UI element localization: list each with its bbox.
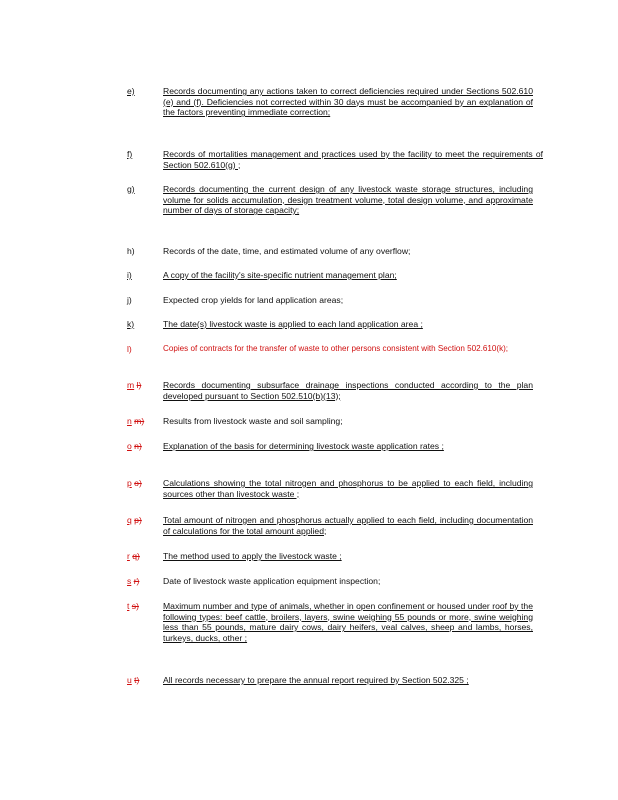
item-text: Explanation of the basis for determining livestock waste application rates ;: [163, 441, 444, 451]
item-label: q p): [127, 515, 142, 525]
item-text: Total amount of nitrogen and phosphorus actually applied to each field, including documentation of calculations for the total amount applied;: [163, 515, 533, 536]
item-label: m l): [127, 380, 142, 390]
item-label: s r): [127, 576, 140, 586]
item-label: r q): [127, 551, 140, 561]
item-text: Records documenting the current design of any livestock waste storage structures, including volume for solids accumulation, design treatment volume, total design volume, and approximate number of days of storage capacity;: [163, 184, 533, 216]
item-text: A copy of the facility's site-specific nutrient management plan;: [163, 270, 397, 280]
item-label: o n): [127, 441, 142, 451]
item-label: p o): [127, 478, 142, 488]
item-text: Copies of contracts for the transfer of waste to other persons consistent with Section 502.610(k);: [163, 344, 509, 353]
item-text: The date(s) livestock waste is applied to each land application area ;: [163, 319, 423, 329]
item-text: Records of mortalities management and practices used by the facility to meet the requirements of Section 502.610(g) ;: [163, 149, 543, 170]
item-text: Records of the date, time, and estimated volume of any overflow;: [163, 246, 411, 256]
item-label: l): [127, 344, 132, 354]
item-text: All records necessary to prepare the annual report required by Section 502.325 ;: [163, 675, 469, 685]
item-label: j): [127, 295, 132, 305]
item-label: i): [127, 270, 132, 280]
item-label: n m): [127, 416, 145, 426]
item-text: Results from livestock waste and soil sampling;: [163, 416, 343, 426]
item-label: h): [127, 246, 135, 256]
item-label: t s): [127, 601, 139, 611]
item-text: Maximum number and type of animals, whether in open confinement or housed under roof by the following types: beef cattle, broilers, layers, swine weighing 55 pounds or more, swine weighing less than 55 pounds, mature dairy cows, dairy heifers, veal calves, sheep and lambs, horses, turkeys, ducks, other ;: [163, 601, 533, 643]
item-label: g): [127, 184, 135, 194]
item-label: e): [127, 86, 135, 96]
item-text: Expected crop yields for land application areas;: [163, 295, 344, 305]
item-text: Records documenting subsurface drainage inspections conducted according to the plan developed pursuant to Section 502.510(b)(13);: [163, 380, 533, 401]
item-text: Date of livestock waste application equipment inspection;: [163, 576, 381, 586]
item-label: u t): [127, 675, 140, 685]
item-text: Calculations showing the total nitrogen and phosphorus to be applied to each field, including sources other than livestock waste ;: [163, 478, 533, 499]
item-label: f): [127, 149, 133, 159]
item-label: k): [127, 319, 135, 329]
item-text: The method used to apply the livestock waste ;: [163, 551, 342, 561]
item-text: Records documenting any actions taken to correct deficiencies required under Sections 502.610 (e) and (f). Deficiencies not corrected within 30 days must be accompanied by an explanation of the factors preventing immediate correction;: [163, 86, 533, 118]
